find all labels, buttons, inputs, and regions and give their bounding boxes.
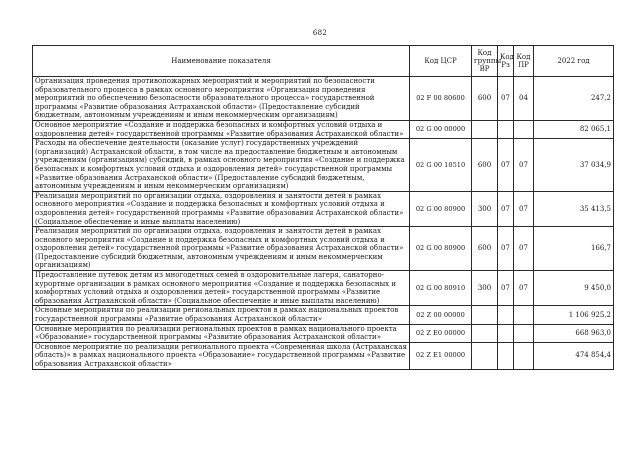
- page-number: 682: [312, 29, 328, 37]
- row-amount: 166,7: [534, 227, 614, 271]
- row-amount: 9 450,0: [534, 271, 614, 306]
- row-name: Реализация мероприятий по организации отдыха, оздоровления и занятости детей в рамках основного мероприятия «Создание и поддержка безопасных и комфортных условий отдыха и оздоровления детей» государственной программы «Развитие образования Астраханской области» (Социальное обеспечение и иные выплаты населению): [33, 191, 410, 226]
- row-pr: [514, 120, 534, 138]
- table-row: [33, 120, 614, 138]
- row-pr: [514, 306, 534, 324]
- row-rz: [498, 342, 514, 369]
- header-name: Наименование показателя: [33, 46, 410, 77]
- row-name: Расходы на обеспечение деятельности (оказание услуг) государственных учреждений (организаций) Астраханской области, в том числе на предоставление бюджетным и автономным учреждениям (организациям) субсидий, в рамках основного мероприятия «Создание и поддержка безопасных и комфортных условий отдыха и оздоровления детей» государственной программы «Развитие образования Астраханской области» (Предоставление субсидий бюджетным, автономным учреждениям и иным некоммерческим организациям): [33, 139, 410, 192]
- row-amount: 37 034,9: [534, 139, 614, 192]
- table-row: [33, 271, 614, 306]
- row-amount: 35 413,5: [534, 191, 614, 226]
- row-code: 02 G 00 80900: [410, 227, 472, 271]
- row-vr: [472, 306, 498, 324]
- row-pr: 07: [514, 271, 534, 306]
- row-amount: 247,2: [534, 77, 614, 121]
- row-pr: 04: [514, 77, 534, 121]
- row-rz: [498, 120, 514, 138]
- row-rz: [498, 306, 514, 324]
- row-amount: 82 065,1: [534, 120, 614, 138]
- row-code: 02 Z E1 00000: [410, 342, 472, 369]
- row-name: Организация проведения противопожарных мероприятий и мероприятий по безопасности образовательного процесса в рамках основного мероприятия «Организация проведения мероприятий по обеспечению безопасности образовательного процесса» государственной программы «Развитие образования Астраханской области» (Предоставление субсидий бюджетным, автономным учреждениям и иным некоммерческим организациям): [33, 77, 410, 121]
- row-vr: 300: [472, 271, 498, 306]
- row-rz: 07: [498, 139, 514, 192]
- row-rz: 07: [498, 271, 514, 306]
- row-amount: 1 106 925,2: [534, 306, 614, 324]
- row-vr: 600: [472, 227, 498, 271]
- row-vr: 300: [472, 191, 498, 226]
- table-row: [33, 227, 614, 271]
- row-vr: 600: [472, 139, 498, 192]
- budget-table: [32, 45, 614, 370]
- header-year: 2022 год: [534, 46, 614, 77]
- row-pr: [514, 324, 534, 342]
- row-code: 02 G 00 10510: [410, 139, 472, 192]
- row-vr: [472, 324, 498, 342]
- row-name: Предоставление путевок детям из многодетных семей в оздоровительные лагеря, санаторно-курортные организации в рамках основного мероприятия «Создание и поддержка безопасных и комфортных условий отдыха и оздоровления детей» государственной программы «Развитие образования Астраханской области» (Социальное обеспечение и иные выплаты населению): [33, 271, 410, 306]
- table-row: [33, 342, 614, 369]
- row-rz: 07: [498, 227, 514, 271]
- header-rz: Код Рз: [498, 46, 514, 77]
- table-row: [33, 77, 614, 121]
- row-rz: 07: [498, 191, 514, 226]
- row-vr: [472, 120, 498, 138]
- row-code: 02 Z E0 00000: [410, 324, 472, 342]
- row-rz: 07: [498, 77, 514, 121]
- row-pr: [514, 342, 534, 369]
- header-pr: Код ПР: [514, 46, 534, 77]
- row-pr: 07: [514, 139, 534, 192]
- table-row: [33, 324, 614, 342]
- row-code: 02 G 00 80910: [410, 271, 472, 306]
- row-name: Основные мероприятия по реализации региональных проектов в рамках национальных проектов государственной программы «Развитие образования Астраханской области»: [33, 306, 410, 324]
- row-pr: 07: [514, 227, 534, 271]
- row-code: 02 F 00 80600: [410, 77, 472, 121]
- table-row: [33, 191, 614, 226]
- row-name: Основное мероприятие по реализации регионального проекта «Современная школа (Астраханская область)» в рамках национального проекта «Образование» государственной программы «Развитие образования Астраханской области»: [33, 342, 410, 369]
- table-row: [33, 306, 614, 324]
- table-header-row: [33, 46, 614, 77]
- row-rz: [498, 324, 514, 342]
- row-code: 02 G 00 80900: [410, 191, 472, 226]
- table-row: [33, 139, 614, 192]
- header-vr: Код группы ВР: [472, 46, 498, 77]
- row-name: Реализация мероприятий по организации отдыха, оздоровления и занятости детей в рамках основного мероприятия «Создание и поддержка безопасных и комфортных условий отдыха и оздоровления детей» государственной программы «Развитие образования Астраханской области» (Предоставление субсидий бюджетным, автономным учреждениям и иным некоммерческим организациям): [33, 227, 410, 271]
- row-amount: 668 963,0: [534, 324, 614, 342]
- row-vr: 600: [472, 77, 498, 121]
- header-code: Код ЦСР: [410, 46, 472, 77]
- row-amount: 474 854,4: [534, 342, 614, 369]
- row-code: 02 G 00 00000: [410, 120, 472, 138]
- row-vr: [472, 342, 498, 369]
- row-name: Основные мероприятия по реализации региональных проектов в рамках национального проекта «Образование» государственной программы «Развитие образования Астраханской области»: [33, 324, 410, 342]
- row-name: Основное мероприятие «Создание и поддержка безопасных и комфортных условий отдыха и оздоровления детей» государственной программы «Развитие образования Астраханской области»: [33, 120, 410, 138]
- row-code: 02 Z 00 00000: [410, 306, 472, 324]
- row-pr: 07: [514, 191, 534, 226]
